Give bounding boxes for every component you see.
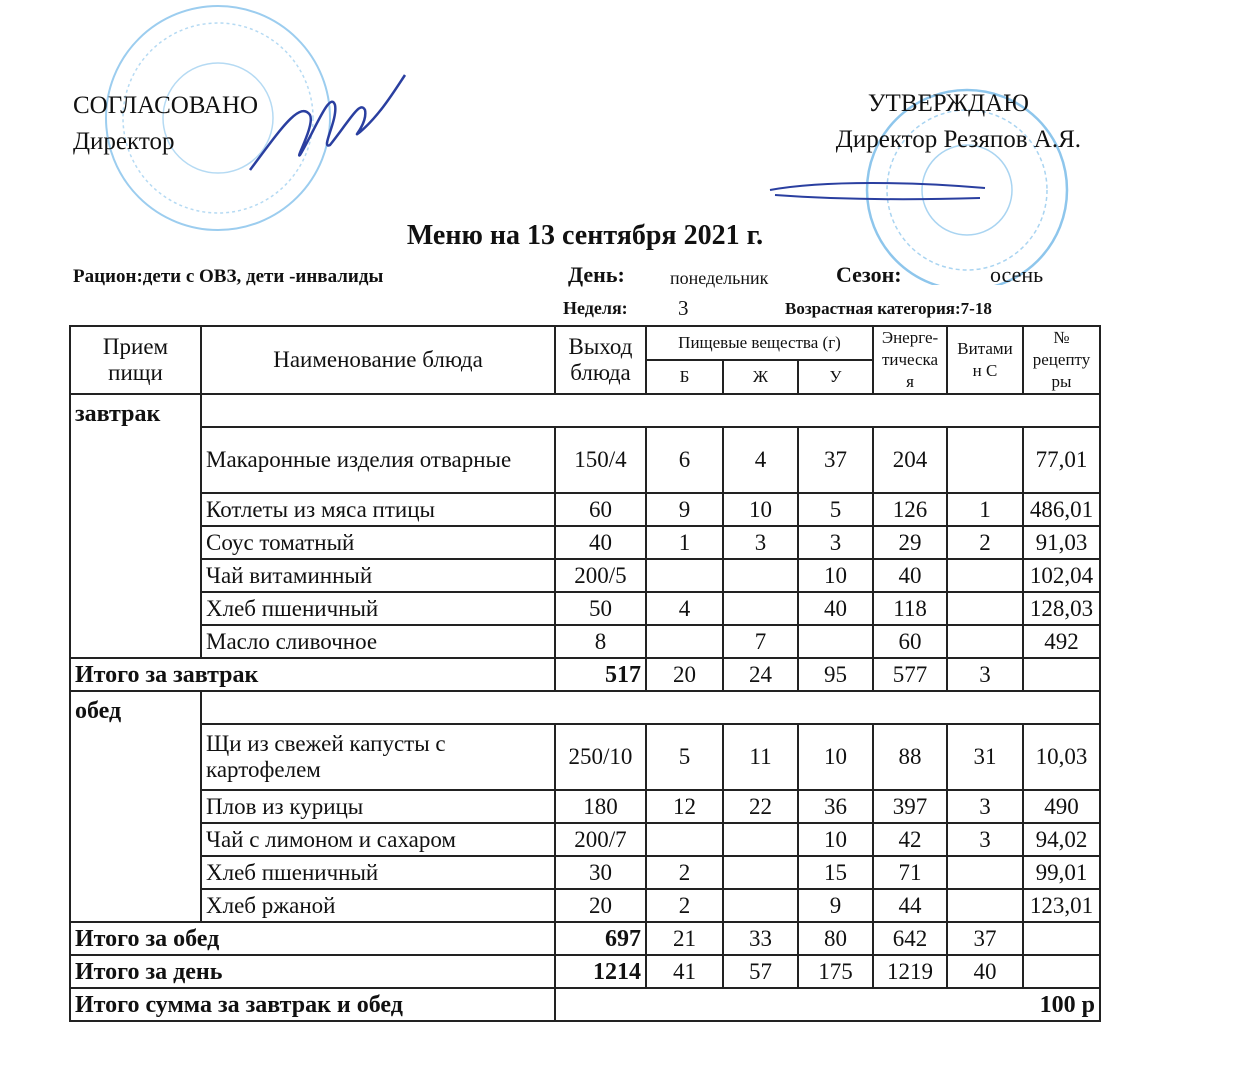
dish-name: Чай с лимоном и сахаром: [201, 823, 555, 856]
cell-recipe: 99,01: [1023, 856, 1100, 889]
total-u: 80: [798, 922, 873, 955]
cell-vitc: 2: [947, 526, 1023, 559]
cell-b: 4: [646, 592, 723, 625]
dish-name: Щи из свежей капусты с картофелем: [201, 724, 555, 790]
meal-label: завтрак: [70, 394, 201, 658]
dish-name: Плов из курицы: [201, 790, 555, 823]
week-label: Неделя:: [563, 298, 628, 318]
cell-zh: [723, 592, 798, 625]
header-meal: Прием пищи: [70, 326, 201, 394]
cell-energy: 42: [873, 823, 947, 856]
header-fat: Ж: [723, 360, 798, 394]
cell-zh: 10: [723, 493, 798, 526]
cell-vitc: [947, 427, 1023, 493]
table-row: [70, 790, 1100, 823]
cell-output: 60: [555, 493, 646, 526]
meal-header-row: [70, 394, 1100, 427]
total-label: Итого за обед: [70, 922, 555, 955]
cell-u: 9: [798, 889, 873, 922]
table-row: [70, 856, 1100, 889]
cell-energy: 126: [873, 493, 947, 526]
total-zh: 33: [723, 922, 798, 955]
cell-zh: 3: [723, 526, 798, 559]
dish-name: Хлеб пшеничный: [201, 856, 555, 889]
total-recipe: [1023, 955, 1100, 988]
cell-recipe: 10,03: [1023, 724, 1100, 790]
cell-output: 150/4: [555, 427, 646, 493]
total-output: 697: [555, 922, 646, 955]
total-label: Итого за завтрак: [70, 658, 555, 691]
cell-recipe: 77,01: [1023, 427, 1100, 493]
cell-output: 250/10: [555, 724, 646, 790]
cell-zh: 11: [723, 724, 798, 790]
cell-b: 9: [646, 493, 723, 526]
week-value: 3: [678, 296, 689, 320]
cell-energy: 204: [873, 427, 947, 493]
cell-b: 5: [646, 724, 723, 790]
cell-zh: [723, 856, 798, 889]
total-b: 20: [646, 658, 723, 691]
table-row: [70, 559, 1100, 592]
total-energy: 642: [873, 922, 947, 955]
meal-header-row: [70, 691, 1100, 724]
header-vitamin-c: Витами н С: [947, 326, 1023, 394]
cell-zh: [723, 823, 798, 856]
sum-label: Итого сумма за завтрак и обед: [70, 988, 555, 1021]
header-dish: Наименование блюда: [201, 326, 555, 394]
cell-output: 8: [555, 625, 646, 658]
age-category: Возрастная категория:7-18: [785, 299, 992, 318]
total-vitc: 37: [947, 922, 1023, 955]
cell-u: 10: [798, 724, 873, 790]
cell-zh: [723, 889, 798, 922]
sum-value: 100 р: [555, 988, 1100, 1021]
table-row: [70, 427, 1100, 493]
cell-recipe: 128,03: [1023, 592, 1100, 625]
header-recipe: № рецепту ры: [1023, 326, 1100, 394]
cell-vitc: [947, 559, 1023, 592]
total-output: 517: [555, 658, 646, 691]
cell-output: 200/7: [555, 823, 646, 856]
total-energy: 577: [873, 658, 947, 691]
approval-right: [836, 86, 1081, 158]
approval-left: [73, 88, 258, 160]
cell-recipe: 486,01: [1023, 493, 1100, 526]
cell-recipe: 492: [1023, 625, 1100, 658]
cell-vitc: 3: [947, 823, 1023, 856]
cell-recipe: 91,03: [1023, 526, 1100, 559]
cell-vitc: 1: [947, 493, 1023, 526]
cell-u: 37: [798, 427, 873, 493]
table-row: [70, 526, 1100, 559]
cell-b: 2: [646, 856, 723, 889]
cell-b: 1: [646, 526, 723, 559]
cell-u: 40: [798, 592, 873, 625]
dish-name: Котлеты из мяса птицы: [201, 493, 555, 526]
cell-output: 40: [555, 526, 646, 559]
total-row: [70, 658, 1100, 691]
header-energy: Энерге-тическа я: [873, 326, 947, 394]
cell-energy: 44: [873, 889, 947, 922]
cell-zh: 22: [723, 790, 798, 823]
cell-vitc: [947, 889, 1023, 922]
header-nutrients: Пищевые вещества (г): [646, 326, 873, 360]
cell-vitc: 31: [947, 724, 1023, 790]
meal-spacer: [201, 394, 1100, 427]
cell-u: 10: [798, 823, 873, 856]
total-zh: 24: [723, 658, 798, 691]
dish-name: Чай витаминный: [201, 559, 555, 592]
cell-b: 6: [646, 427, 723, 493]
approval-right-position: Директор Резяпов А.Я.: [835, 126, 1081, 153]
cell-energy: 71: [873, 856, 947, 889]
season-value: осень: [990, 262, 1044, 287]
meal-spacer: [201, 691, 1100, 724]
total-energy: 1219: [873, 955, 947, 988]
page-title: Меню на 13 сентября 2021 г.: [406, 220, 764, 251]
cell-u: 5: [798, 493, 873, 526]
cell-energy: 397: [873, 790, 947, 823]
dish-name: Масло сливочное: [201, 625, 555, 658]
cell-u: 15: [798, 856, 873, 889]
cell-b: [646, 823, 723, 856]
total-vitc: 3: [947, 658, 1023, 691]
cell-vitc: 3: [947, 790, 1023, 823]
table-header-row: [70, 326, 1100, 360]
signature-right: [765, 170, 995, 220]
total-label: Итого за день: [70, 955, 555, 988]
total-row: [70, 955, 1100, 988]
total-row: [70, 922, 1100, 955]
cell-output: 50: [555, 592, 646, 625]
table-row: [70, 625, 1100, 658]
total-b: 41: [646, 955, 723, 988]
cell-u: 3: [798, 526, 873, 559]
cell-b: [646, 625, 723, 658]
total-b: 21: [646, 922, 723, 955]
cell-energy: 29: [873, 526, 947, 559]
dish-name: Макаронные изделия отварные: [201, 427, 555, 493]
table-row: [70, 493, 1100, 526]
cell-b: [646, 559, 723, 592]
day-value: понедельник: [670, 268, 769, 288]
approval-left-position: Директор: [73, 128, 175, 155]
cell-recipe: 123,01: [1023, 889, 1100, 922]
cell-zh: [723, 559, 798, 592]
approval-left-title: СОГЛАСОВАНО: [73, 92, 259, 119]
header-carbs: У: [798, 360, 873, 394]
sum-row: [70, 988, 1100, 1021]
dish-name: Хлеб пшеничный: [201, 592, 555, 625]
total-recipe: [1023, 658, 1100, 691]
cell-recipe: 490: [1023, 790, 1100, 823]
total-u: 175: [798, 955, 873, 988]
cell-energy: 40: [873, 559, 947, 592]
cell-output: 180: [555, 790, 646, 823]
ration: Рацион:дети с ОВЗ, дети -инвалиды: [73, 266, 384, 287]
cell-vitc: [947, 856, 1023, 889]
cell-recipe: 94,02: [1023, 823, 1100, 856]
cell-b: 12: [646, 790, 723, 823]
signature-left: [240, 70, 410, 180]
header-protein: Б: [646, 360, 723, 394]
total-u: 95: [798, 658, 873, 691]
cell-zh: 4: [723, 427, 798, 493]
header-output: Выход блюда: [555, 326, 646, 394]
approval-right-title: УТВЕРЖДАЮ: [867, 90, 1029, 117]
cell-u: [798, 625, 873, 658]
table-row: [70, 724, 1100, 790]
cell-u: 10: [798, 559, 873, 592]
season-label: Сезон:: [836, 262, 902, 287]
cell-vitc: [947, 592, 1023, 625]
cell-vitc: [947, 625, 1023, 658]
cell-energy: 118: [873, 592, 947, 625]
dish-name: Хлеб ржаной: [201, 889, 555, 922]
meal-label: обед: [70, 691, 201, 922]
table-row: [70, 823, 1100, 856]
cell-b: 2: [646, 889, 723, 922]
table-row: [70, 889, 1100, 922]
total-recipe: [1023, 922, 1100, 955]
dish-name: Соус томатный: [201, 526, 555, 559]
total-vitc: 40: [947, 955, 1023, 988]
cell-energy: 88: [873, 724, 947, 790]
cell-energy: 60: [873, 625, 947, 658]
table-row: [70, 592, 1100, 625]
menu-table: [69, 325, 1101, 1022]
total-zh: 57: [723, 955, 798, 988]
cell-zh: 7: [723, 625, 798, 658]
cell-recipe: 102,04: [1023, 559, 1100, 592]
cell-output: 30: [555, 856, 646, 889]
cell-u: 36: [798, 790, 873, 823]
cell-output: 200/5: [555, 559, 646, 592]
cell-output: 20: [555, 889, 646, 922]
total-output: 1214: [555, 955, 646, 988]
day-label: День:: [568, 262, 625, 287]
